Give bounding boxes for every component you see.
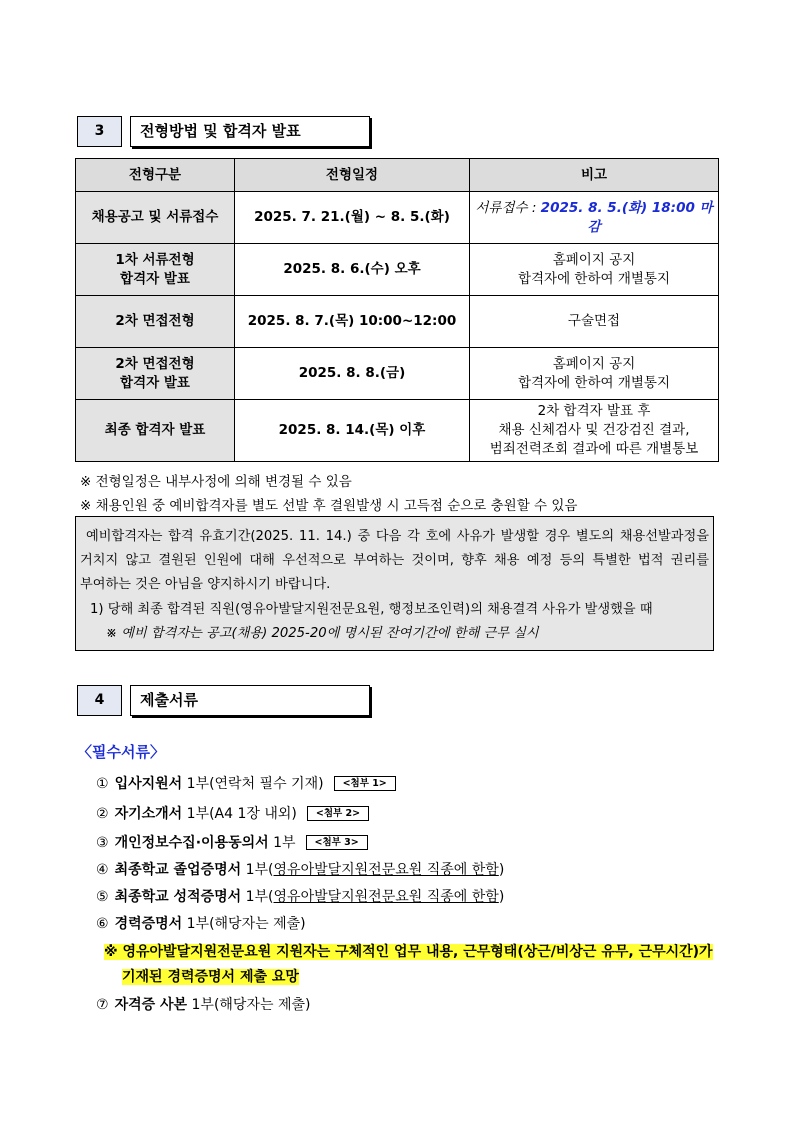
note-cell: [470, 192, 719, 244]
career-warning-line: [122, 966, 299, 986]
date-cell: 2025. 8. 14.(목) 이후: [235, 400, 470, 462]
required-docs-title: 〈필수서류〉: [77, 743, 165, 761]
doc-detail-post: ): [498, 862, 505, 878]
box-line: 거치지 않고 결원된 인원에 대해 우선적으로 부여하는 것이며, 향후 채용 예정 등의 특별한 법적 권리를: [80, 553, 709, 568]
date-cell: 2025. 8. 6.(수) 오후: [235, 244, 470, 296]
box-line: ※ 예비 합격자는 공고(채용) 2025-20에 명시된 잔여기간에 한해 근무 실시: [106, 626, 539, 641]
attachment-tag: <첨부 2>: [307, 806, 369, 821]
section-title: 제출서류: [130, 685, 370, 716]
table-row: [76, 244, 719, 296]
stage-cell: 최종 합격자 발표: [76, 400, 235, 462]
doc-name: 경력증명서: [114, 916, 183, 932]
list-item: [96, 994, 310, 1014]
doc-name: 입사지원서: [114, 776, 183, 792]
career-warning-line: [104, 941, 713, 961]
section-number: 4: [77, 685, 122, 716]
column-header: 전형구분: [76, 159, 235, 192]
deadline-highlight: 2025. 8. 5.(화) 18:00 마감: [540, 199, 713, 235]
list-item: [96, 886, 504, 906]
list-item: [96, 773, 396, 793]
highlighted-warning: ※ 영유아발달지원전문요원 지원자는 구체적인 업무 내용, 근무형태(상근/비상근 유무, 근무시간)가: [104, 944, 713, 960]
stage-line: 1차 서류전형: [115, 251, 195, 268]
note-cell: [470, 400, 719, 462]
table-row: [76, 192, 719, 244]
note-line: 합격자에 한하여 개별통지: [517, 270, 671, 287]
note-line: 홈페이지 공지: [552, 251, 636, 268]
doc-detail: 1부(A4 1장 내외): [186, 806, 297, 822]
stage-line: 합격자 발표: [120, 270, 190, 287]
list-item: [96, 803, 369, 823]
section-title: 전형방법 및 합격자 발표: [130, 116, 370, 147]
stage-cell: 2차 면접전형: [76, 296, 235, 348]
doc-detail: 1부(해당자는 제출): [186, 916, 306, 932]
doc-name: 개인정보수집·이용동의서: [114, 835, 269, 851]
section-number: 3: [77, 116, 122, 147]
doc-detail: 1부: [273, 835, 296, 851]
date-cell: 2025. 8. 7.(목) 10:00~12:00: [235, 296, 470, 348]
box-line: 1) 당해 최종 합격된 직원(영유아발달지원전문요원, 행정보조인력)의 채용결격 사유가 발생했을 때: [90, 602, 653, 617]
table-header-row: [76, 159, 719, 192]
doc-name: 자격증 사본: [114, 997, 188, 1013]
doc-name: 최종학교 성적증명서: [114, 889, 242, 905]
stage-line: 2차 면접전형: [115, 355, 195, 372]
doc-detail: 1부(연락처 필수 기재): [186, 776, 324, 792]
note-prefix: 서류접수 :: [475, 199, 541, 216]
item-number: ⑤: [96, 889, 109, 905]
column-header: 전형일정: [235, 159, 470, 192]
doc-name: 최종학교 졸업증명서: [114, 862, 242, 878]
list-item: [96, 832, 368, 852]
table-row: [76, 348, 719, 400]
reserve-info-box: [75, 516, 714, 651]
item-number: ④: [96, 862, 109, 878]
note-line: 2차 합격자 발표 후: [537, 403, 651, 419]
table-row: [76, 400, 719, 462]
item-number: ①: [96, 776, 109, 792]
doc-detail: 1부(해당자는 제출): [191, 997, 311, 1013]
date-cell: 2025. 7. 21.(월) ~ 8. 5.(화): [235, 192, 470, 244]
stage-cell: [76, 244, 235, 296]
box-line: 부여하는 것은 아님을 양지하시기 바랍니다.: [80, 577, 331, 592]
doc-detail-pre: 1부(: [245, 862, 274, 878]
date-cell: 2025. 8. 8.(금): [235, 348, 470, 400]
doc-detail-pre: 1부(: [245, 889, 274, 905]
doc-detail-underlined: 영유아발달지원전문요원 직종에 한함: [273, 889, 499, 905]
doc-detail-underlined: 영유아발달지원전문요원 직종에 한함: [273, 862, 499, 878]
highlighted-warning: 기재된 경력증명서 제출 요망: [122, 969, 299, 985]
item-number: ⑦: [96, 997, 109, 1013]
table-row: [76, 296, 719, 348]
note-cell: [470, 244, 719, 296]
note-line: 범죄전력조회 결과에 따른 개별통보: [489, 441, 699, 457]
item-number: ③: [96, 835, 109, 851]
stage-line: 합격자 발표: [120, 374, 190, 391]
box-line: 예비합격자는 합격 유효기간(2025. 11. 14.) 중 다음 각 호에 사유가 발생할 경우 별도의 채용선발과정을: [86, 529, 709, 544]
note-line: 채용 신체검사 및 건강검진 결과,: [498, 422, 690, 438]
attachment-tag: <첨부 1>: [334, 776, 396, 791]
stage-cell: 채용공고 및 서류접수: [76, 192, 235, 244]
schedule-note: ※ 전형일정은 내부사정에 의해 변경될 수 있음: [80, 474, 352, 490]
doc-detail-post: ): [498, 889, 505, 905]
list-item: [96, 913, 306, 933]
item-number: ⑥: [96, 916, 109, 932]
note-line: 홈페이지 공지: [552, 355, 636, 372]
doc-name: 자기소개서: [114, 806, 183, 822]
note-cell: 구술면접: [470, 296, 719, 348]
reserve-note: ※ 채용인원 중 예비합격자를 별도 선발 후 결원발생 시 고득점 순으로 충원할 수 있음: [80, 498, 578, 514]
note-cell: [470, 348, 719, 400]
column-header: 비고: [470, 159, 719, 192]
stage-cell: [76, 348, 235, 400]
list-item: [96, 859, 504, 879]
schedule-table: [75, 158, 719, 462]
item-number: ②: [96, 806, 109, 822]
note-line: 합격자에 한하여 개별통지: [517, 374, 671, 391]
attachment-tag: <첨부 3>: [306, 835, 368, 850]
